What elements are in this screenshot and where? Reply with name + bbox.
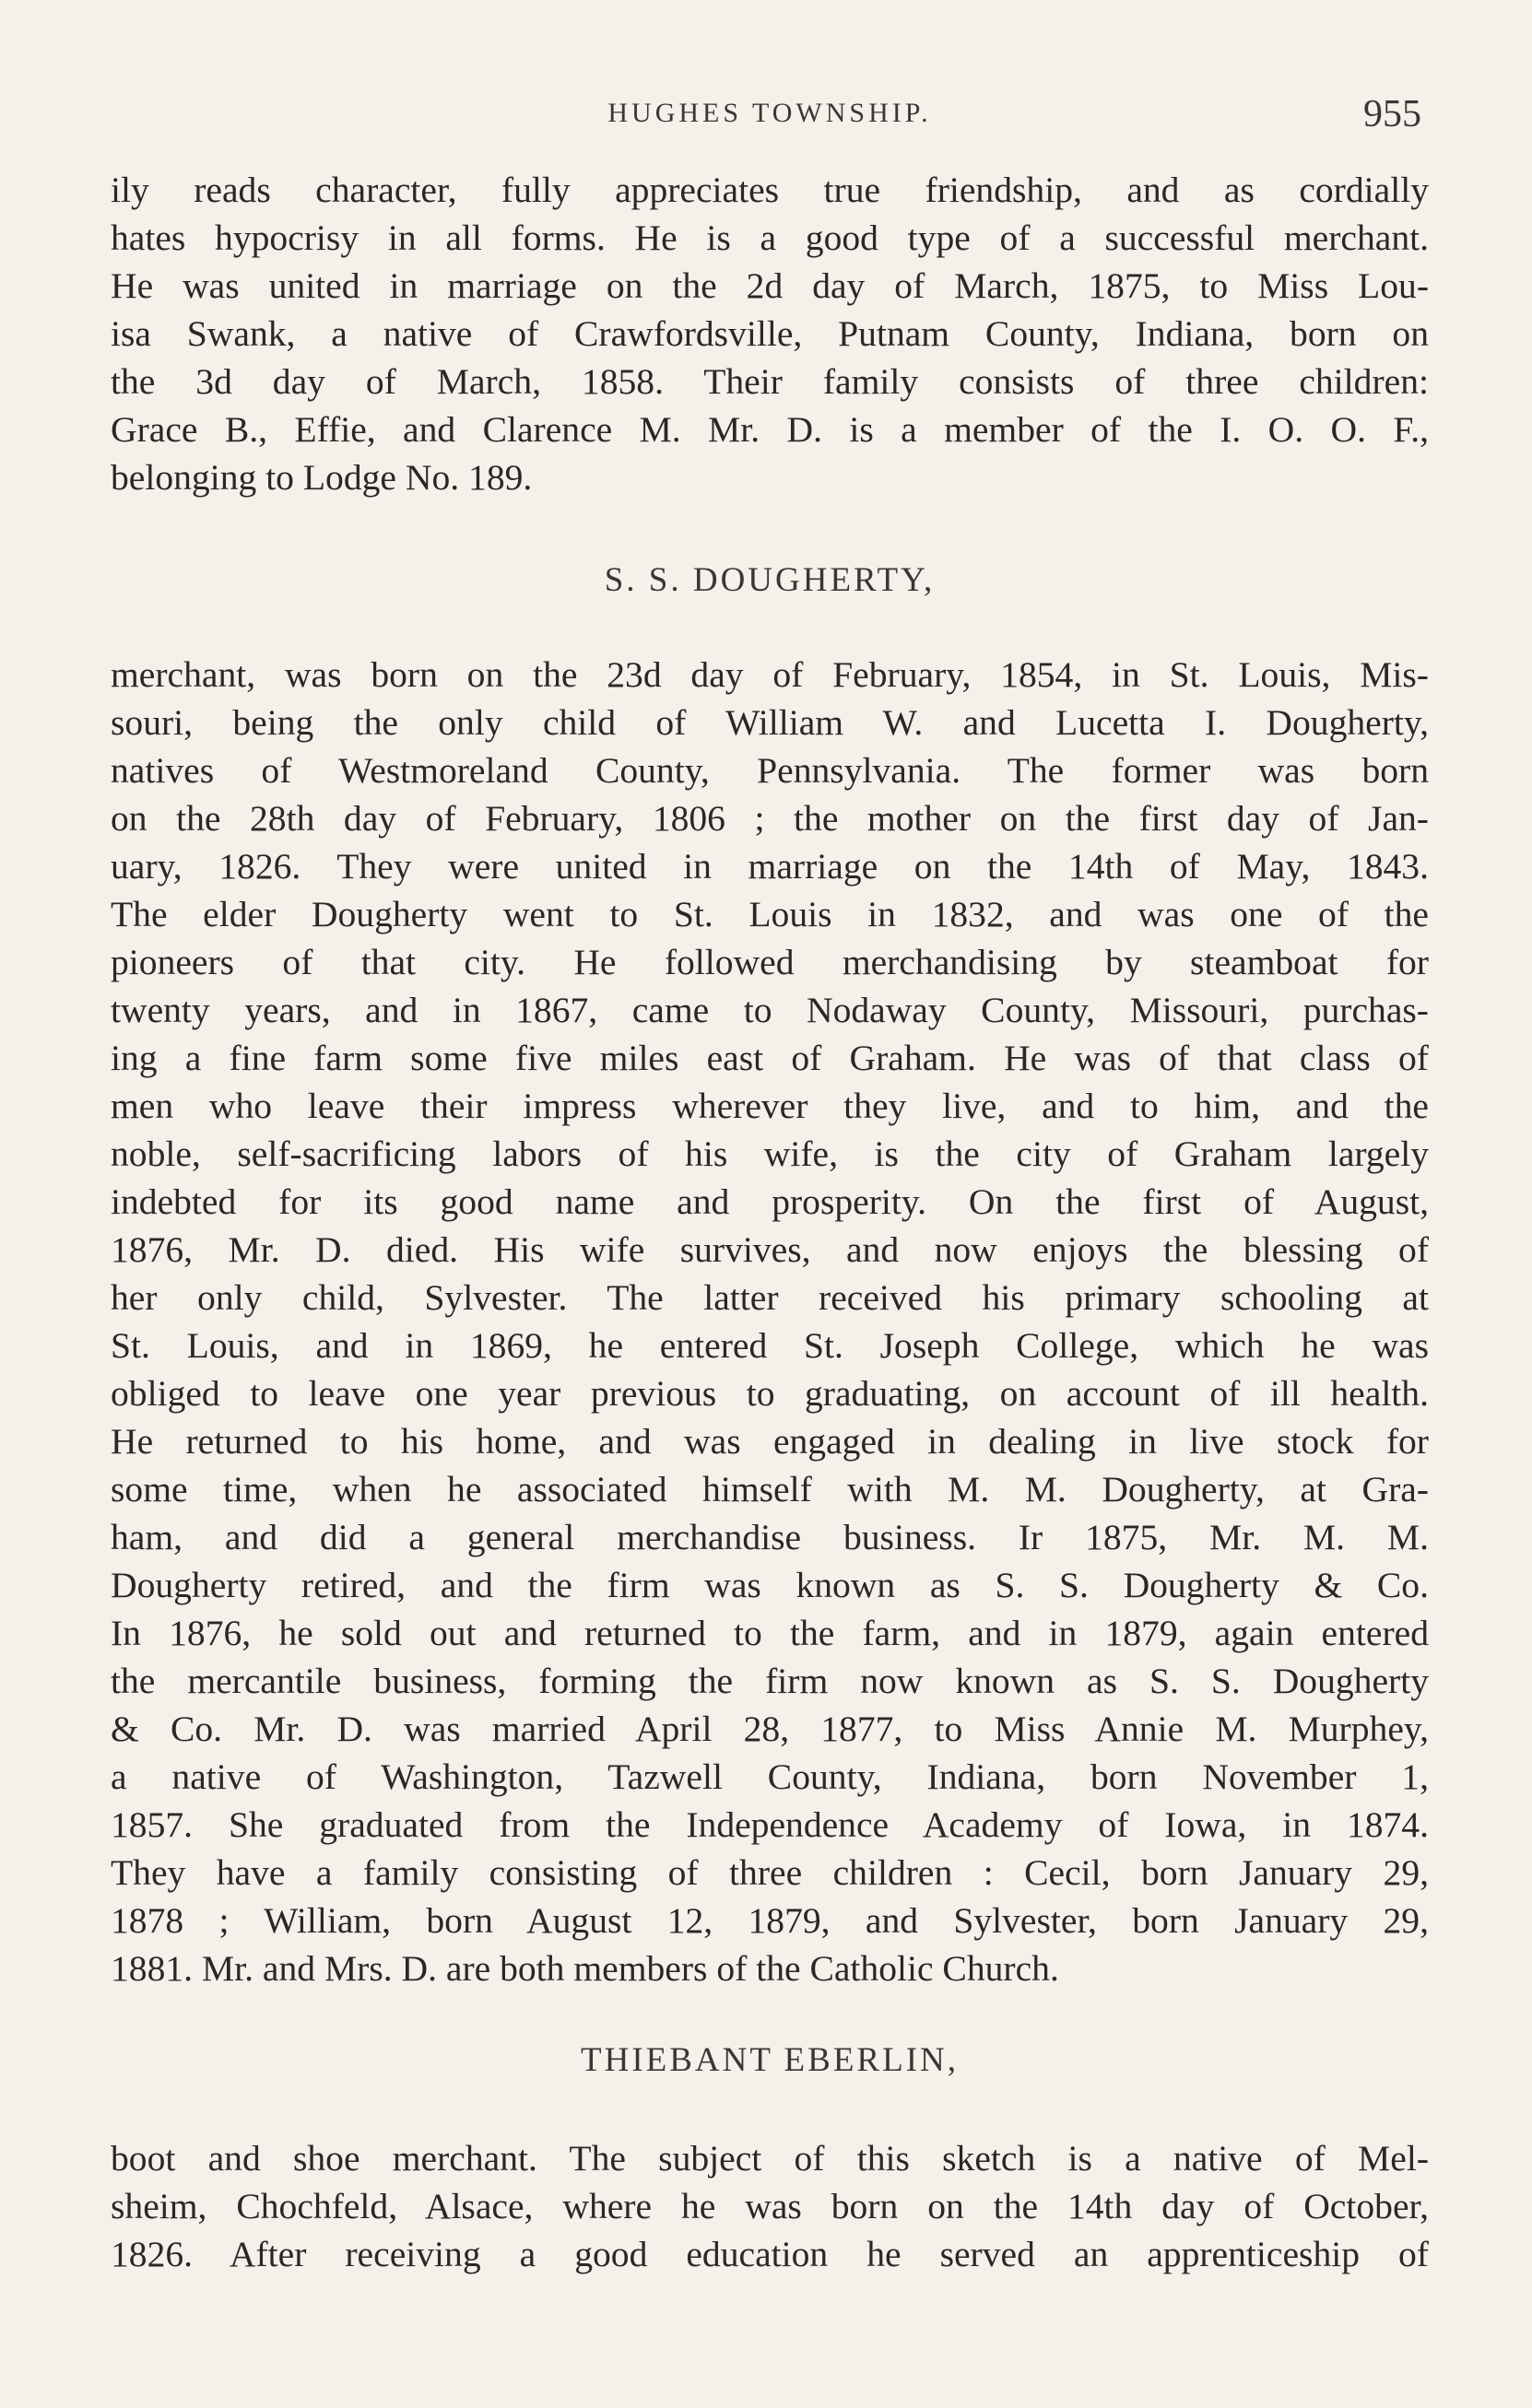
text-line: 1878 ; William, born August 12, 1879, and Sylvester, born January 29, [111,1900,1429,1941]
page-header [111,92,1429,147]
text-line: ham, and did a general merchandise business. Ir 1875, Mr. M. M. [111,1517,1429,1557]
text-line: ily reads character, fully appreciates true friendship, and as cordially [111,170,1429,210]
section-heading-eberlin: THIEBANT EBERLIN, [581,2041,959,2079]
text-line: merchant, was born on the 23d day of February, 1854, in St. Louis, Mis- [111,654,1429,695]
text-line: some time, when he associated himself with M. M. Dougherty, at Gra- [111,1469,1429,1509]
text-line: They have a family consisting of three children : Cecil, born January 29, [111,1852,1429,1893]
intro-paragraph [111,166,1429,501]
text-line: uary, 1826. They were united in marriage on the 14th of May, 1843. [111,846,1429,887]
text-line: 1826. After receiving a good education he served an apprenticeship of [111,2234,1429,2274]
text-line: St. Louis, and in 1869, he entered St. Joseph College, which he was [111,1325,1429,1366]
text-line: He returned to his home, and was engaged in dealing in live stock for [111,1421,1429,1462]
text-line: The elder Dougherty went to St. Louis in 1832, and was one of the [111,894,1429,934]
text-line: 1876, Mr. D. died. His wife survives, and now enjoys the blessing of [111,1229,1429,1270]
page-number: 955 [1363,93,1421,135]
text-line: noble, self-sacrificing labors of his wife, is the city of Graham largely [111,1134,1429,1174]
eberlin-biography [111,2134,1429,2278]
text-line: the 3d day of March, 1858. Their family consists of three children: [111,361,1429,402]
text-line: twenty years, and in 1867, came to Nodaway County, Missouri, purchas- [111,990,1429,1030]
text-line: belonging to Lodge No. 189. [111,457,533,498]
text-line: obliged to leave one year previous to graduating, on account of ill health. [111,1373,1429,1414]
text-line: the mercantile business, forming the firm now known as S. S. Dougherty [111,1661,1429,1701]
text-line: 1857. She graduated from the Independence Academy of Iowa, in 1874. [111,1804,1429,1845]
text-line: & Co. Mr. D. was married April 28, 1877, to Miss Annie M. Murphey, [111,1709,1429,1749]
text-line: Dougherty retired, and the firm was known as S. S. Dougherty & Co. [111,1565,1429,1605]
text-line: sheim, Chochfeld, Alsace, where he was born on the 14th day of October, [111,2186,1429,2226]
text-line: indebted for its good name and prosperity. On the first of August, [111,1181,1429,1222]
text-line: souri, being the only child of William W. and Lucetta I. Dougherty, [111,702,1429,743]
text-line: In 1876, he sold out and returned to the farm, and in 1879, again entered [111,1613,1429,1653]
text-line: He was united in marriage on the 2d day of March, 1875, to Miss Lou- [111,265,1429,306]
text-line: pioneers of that city. He followed merchandising by steamboat for [111,942,1429,982]
text-line: hates hypocrisy in all forms. He is a good type of a successful merchant. [111,217,1429,258]
text-line: her only child, Sylvester. The latter received his primary schooling at [111,1277,1429,1318]
text-line: a native of Washington, Tazwell County, Indiana, born November 1, [111,1756,1429,1797]
running-head: HUGHES TOWNSHIP. [607,98,932,128]
text-line: isa Swank, a native of Crawfordsville, Putnam County, Indiana, born on [111,313,1429,354]
text-line: 1881. Mr. and Mrs. D. are both members of the Catholic Church. [111,1948,1059,1989]
text-line: on the 28th day of February, 1806 ; the mother on the first day of Jan- [111,798,1429,839]
text-line: Grace B., Effie, and Clarence M. Mr. D. is a member of the I. O. O. F., [111,409,1429,450]
text-line: ing a fine farm some five miles east of Graham. He was of that class of [111,1038,1429,1078]
section-heading-dougherty: S. S. DOUGHERTY, [604,561,936,599]
dougherty-biography [111,651,1429,1992]
text-line: natives of Westmoreland County, Pennsylvania. The former was born [111,750,1429,791]
text-line: men who leave their impress wherever they live, and to him, and the [111,1086,1429,1126]
text-line: boot and shoe merchant. The subject of this sketch is a native of Mel- [111,2138,1429,2179]
